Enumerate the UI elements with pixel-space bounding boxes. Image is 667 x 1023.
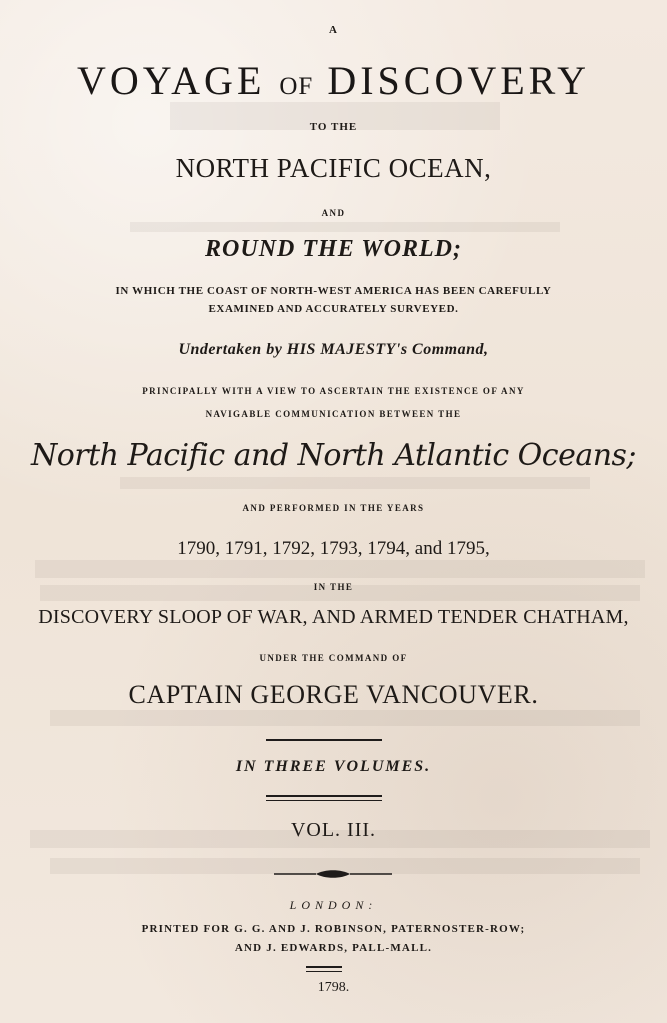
coast-description-line-1: IN WHICH THE COAST OF NORTH-WEST AMERICA HAS BEEN CAREFULLY [115,285,552,297]
round-world-heading: ROUND THE WORLD; [205,236,462,262]
purpose-line-1: PRINCIPALLY WITH A VIEW TO ASCERTAIN THE EXISTENCE OF ANY [142,386,525,396]
printer-line-2: AND J. EDWARDS, PALL-MALL. [234,942,433,954]
under-command-line: UNDER THE COMMAND OF [259,653,408,663]
lower-double-rule [266,795,382,797]
north-pacific-heading: NORTH PACIFIC OCEAN, [175,153,492,183]
ships-line: DISCOVERY SLOOP OF WAR, AND ARMED TENDER CHATHAM, [38,606,629,628]
oceans-heading: North Pacific and North Atlantic Oceans; [30,438,637,473]
years-line: 1790, 1791, 1792, 1793, 1794, and 1795, [177,538,490,559]
main-title-discovery: DISCOVERY [327,58,591,103]
date-rule [306,966,342,968]
and-line: AND [321,208,346,218]
command-line: Undertaken by HIS MAJESTY's Command, [178,341,489,358]
title-article: A [329,24,338,36]
main-title-of: OF [279,73,314,100]
volumes-line: IN THREE VOLUMES. [235,758,432,775]
to-the-line: TO THE [309,121,358,133]
performed-line: AND PERFORMED IN THE YEARS [242,503,425,513]
coast-description-line-2: EXAMINED AND ACCURATELY SURVEYED. [208,303,459,315]
london-line: LONDON: [289,898,378,912]
volume-number: VOL. III. [290,819,377,841]
printer-line-1: PRINTED FOR G. G. AND J. ROBINSON, PATERNOSTER-ROW; [141,923,526,935]
main-title-voyage: VOYAGE [76,58,266,103]
publication-date: 1798. [317,980,350,995]
in-the-line: IN THE [313,582,354,592]
purpose-line-2: NAVIGABLE COMMUNICATION BETWEEN THE [205,409,462,419]
main-title [0,57,667,104]
ornamental-rule [270,868,396,880]
captain-line: CAPTAIN GEORGE VANCOUVER. [128,680,539,709]
upper-rule [266,739,382,741]
